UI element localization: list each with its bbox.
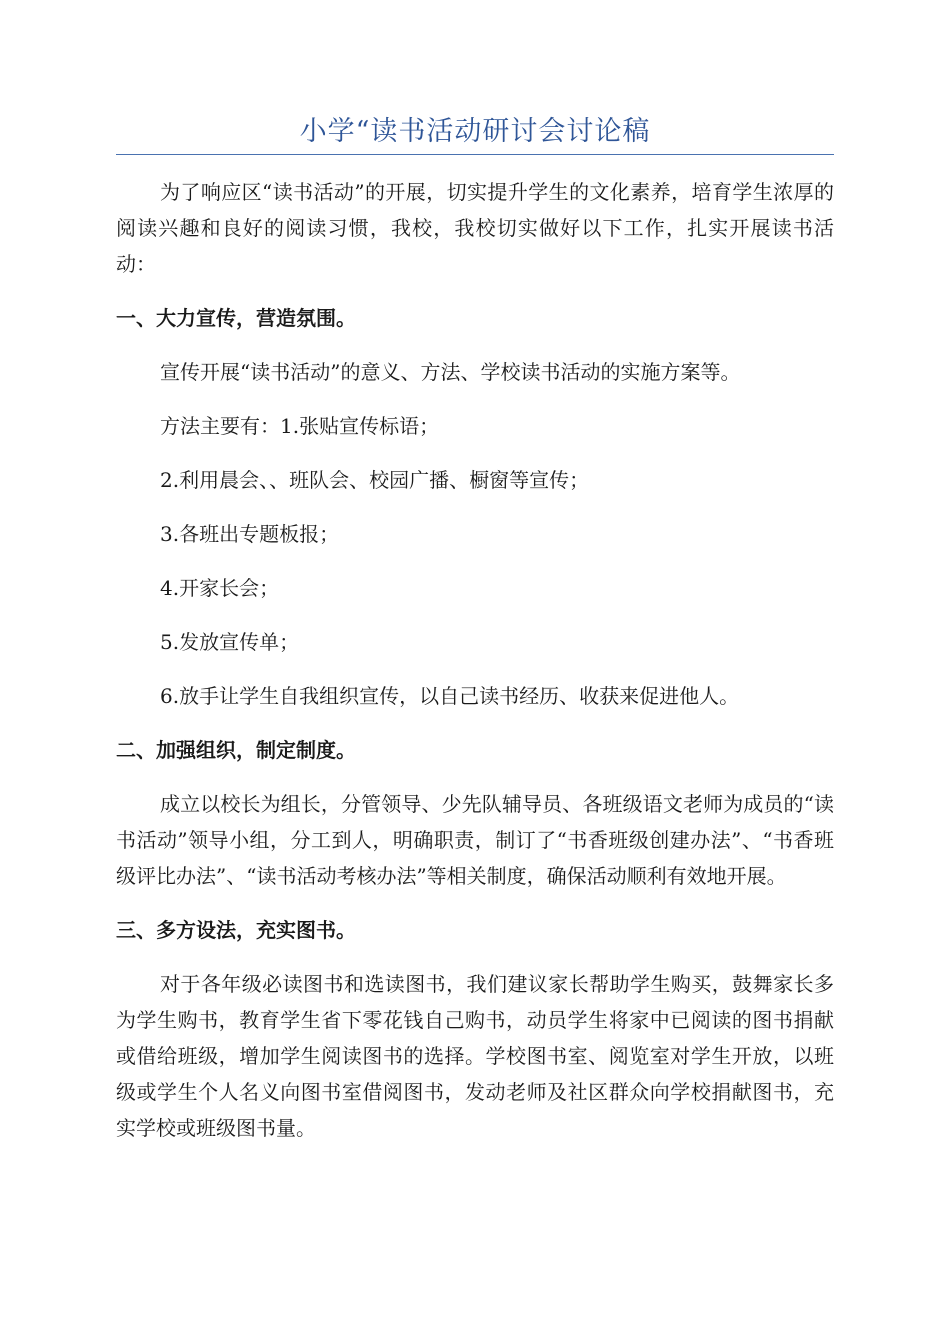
list-item: 2.利用晨会、、班队会、校园广播、橱窗等宣传； xyxy=(160,468,590,492)
list-item: 5.发放宣传单； xyxy=(160,630,300,654)
list-item: 6.放手让学生自我组织宣传，以自己读书经历、收获来促进他人。 xyxy=(160,684,740,708)
intro-paragraph: 为了响应区“读书活动”的开展，切实提升学生的文化素养，培育学生浓厚的阅读兴趣和良好的阅读习惯，我校，我校切实做好以下工作，扎实开展读书活动： xyxy=(116,180,834,276)
section2-paragraph: 成立以校长为组长，分管领导、少先队辅导员、各班级语文老师为成员的“读书活动”领导小组，分工到人，明确职责，制订了“书香班级创建办法”、“书香班级评比办法”、“读书活动考核办法”等相关制度，确保活动顺利有效地开展。 xyxy=(116,792,834,888)
title-underline xyxy=(116,154,834,155)
section1-heading: 一、大力宣传，营造氛围。 xyxy=(116,306,356,330)
document-body xyxy=(116,174,834,1146)
document-title: 小学“读书活动研讨会讨论稿 xyxy=(299,116,651,147)
list-item: 4.开家长会； xyxy=(160,576,280,600)
section1-paragraph: 宣传开展“读书活动”的意义、方法、学校读书活动的实施方案等。 xyxy=(160,360,741,384)
list-item: 3.各班出专题板报； xyxy=(160,522,340,546)
section2-heading: 二、加强组织，制定制度。 xyxy=(116,738,356,762)
methods-intro: 方法主要有：1.张贴宣传标语； xyxy=(160,414,440,438)
section3-paragraph: 对于各年级必读图书和选读图书，我们建议家长帮助学生购买，鼓舞家长多为学生购书，教育学生省下零花钱自己购书，动员学生将家中已阅读的图书捐献或借给班级，增加学生阅读图书的选择。学校图书室、阅览室对学生开放，以班级或学生个人名义向图书室借阅图书，发动老师及社区群众向学校捐献图书，充实学校或班级图书量。 xyxy=(116,972,834,1140)
section3-heading: 三、多方设法，充实图书。 xyxy=(116,918,356,942)
